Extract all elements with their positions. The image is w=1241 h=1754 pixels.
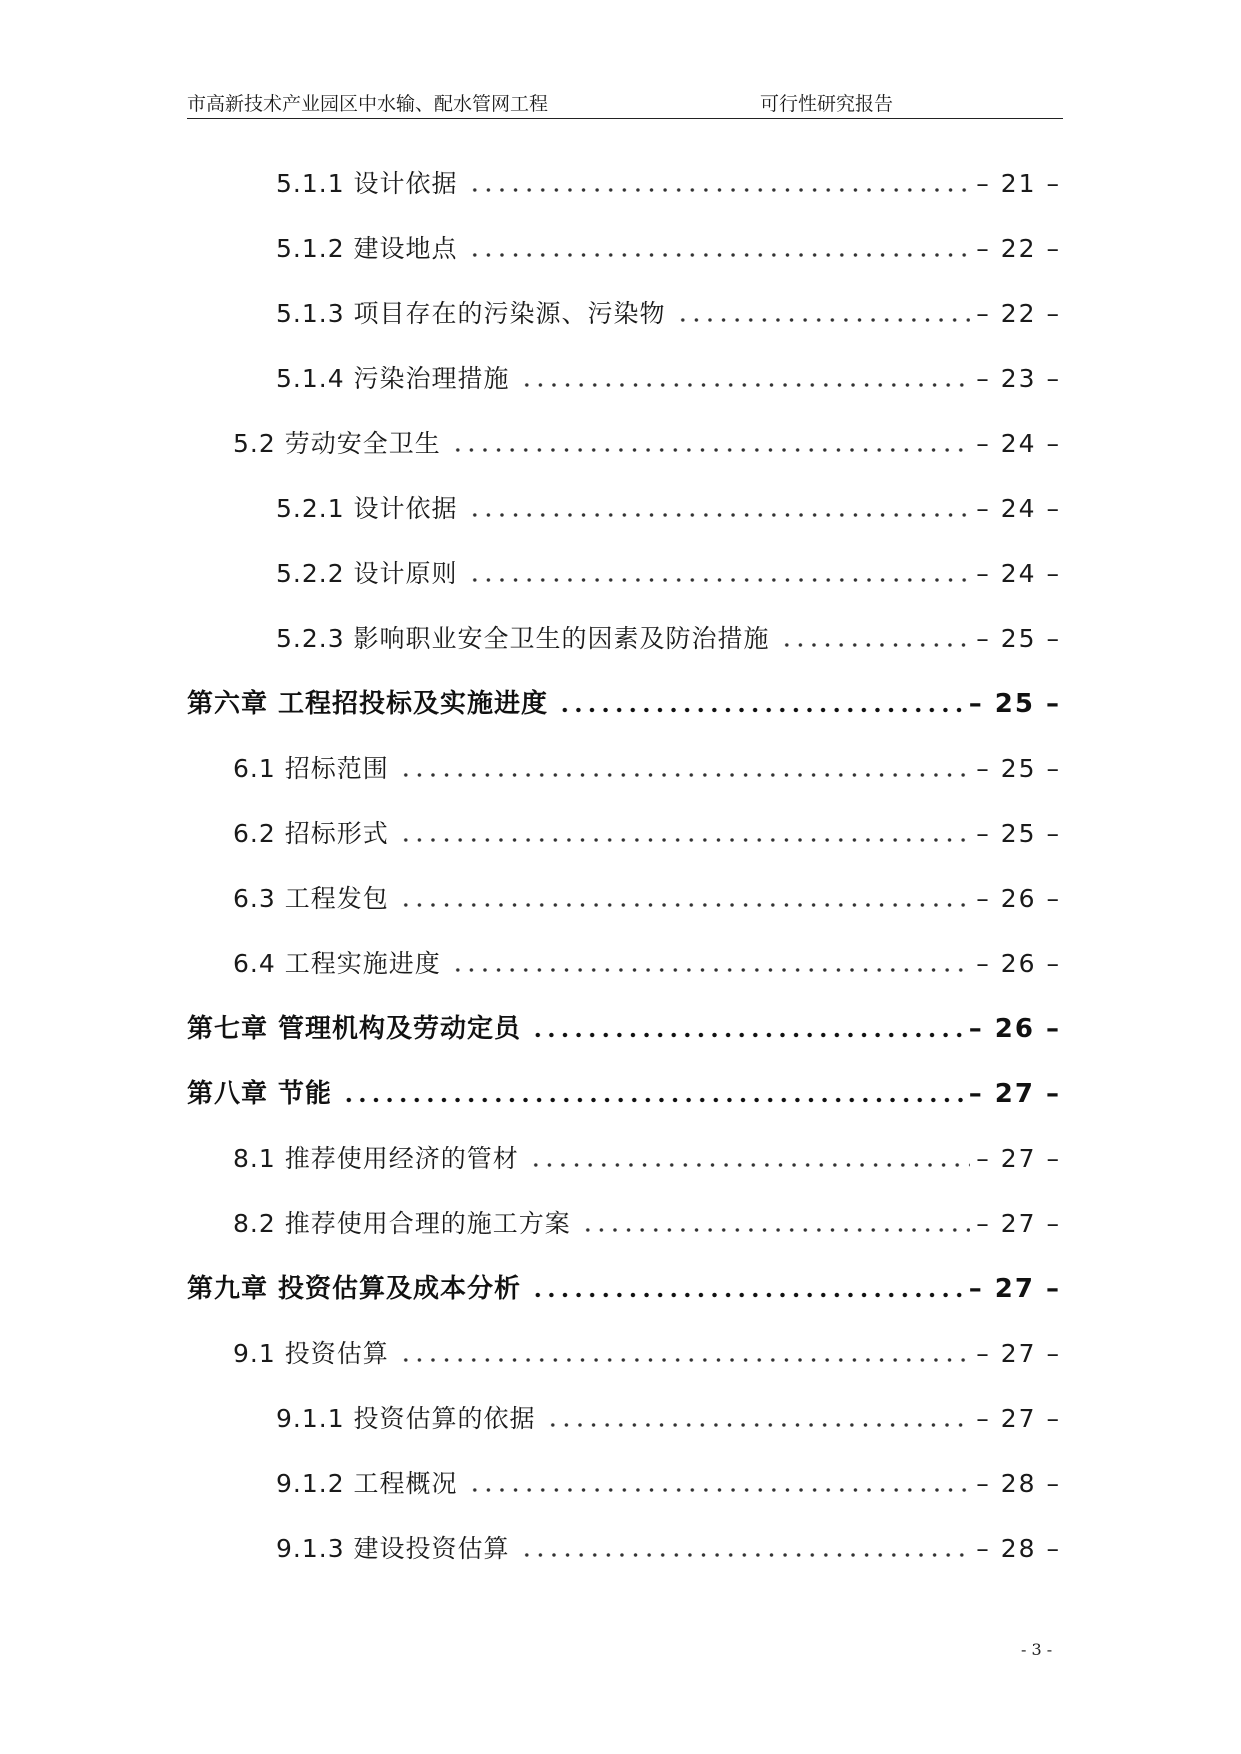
toc-entry[interactable] xyxy=(233,1139,1061,1179)
toc-entry-page: – 26 – xyxy=(976,949,1061,978)
dot-leader xyxy=(468,250,971,260)
toc-entry-page: – 27 – xyxy=(976,1144,1061,1173)
toc-entry-title: 6.2 招标形式 xyxy=(233,819,389,848)
dot-leader xyxy=(558,705,963,715)
dot-leader xyxy=(676,315,971,325)
toc-entry-page: – 25 – xyxy=(976,624,1061,653)
toc-chapter-entry[interactable] xyxy=(187,1074,1061,1114)
dot-leader xyxy=(451,965,971,975)
toc-entry-title: 5.1.2 建设地点 xyxy=(276,234,458,263)
toc-entry-page: – 22 – xyxy=(976,299,1061,328)
toc-entry[interactable] xyxy=(276,359,1061,399)
toc-entry-title: 5.1.4 污染治理措施 xyxy=(276,364,510,393)
toc-entry-title: 第七章 管理机构及劳动定员 xyxy=(187,1014,522,1044)
dot-leader xyxy=(468,1485,971,1495)
dot-leader xyxy=(468,185,971,195)
toc-entry[interactable] xyxy=(276,1464,1061,1504)
toc-entry-page: – 25 – xyxy=(976,754,1061,783)
document-title: 市高新技术产业园区中水输、配水管网工程 xyxy=(187,93,549,115)
dot-leader xyxy=(780,640,971,650)
toc-entry-title: 8.1 推荐使用经济的管材 xyxy=(233,1144,519,1173)
toc-chapter-entry[interactable] xyxy=(187,684,1061,724)
dot-leader xyxy=(520,380,971,390)
dot-leader xyxy=(520,1550,971,1560)
dot-leader xyxy=(399,1355,971,1365)
toc-chapter-entry[interactable] xyxy=(187,1269,1061,1309)
toc-entry-page: – 21 – xyxy=(976,169,1061,198)
dot-leader xyxy=(546,1420,971,1430)
toc-entry[interactable] xyxy=(233,879,1061,919)
toc-entry[interactable] xyxy=(276,489,1061,529)
dot-leader xyxy=(529,1160,971,1170)
document-type: 可行性研究报告 xyxy=(760,93,894,115)
toc-entry-page: – 26 – xyxy=(976,884,1061,913)
toc-entry[interactable] xyxy=(276,229,1061,269)
toc-entry-title: 9.1.2 工程概况 xyxy=(276,1469,458,1498)
toc-entry-title: 6.3 工程发包 xyxy=(233,884,389,913)
page-number: - 3 - xyxy=(1021,1640,1053,1659)
toc-entry-title: 第九章 投资估算及成本分析 xyxy=(187,1274,522,1304)
toc-entry[interactable] xyxy=(276,619,1061,659)
toc-entry-title: 6.1 招标范围 xyxy=(233,754,389,783)
toc-entry-page: – 25 – xyxy=(968,689,1061,719)
toc-entry[interactable] xyxy=(276,164,1061,204)
toc-entry[interactable] xyxy=(233,944,1061,984)
toc-entry-page: – 25 – xyxy=(976,819,1061,848)
dot-leader xyxy=(581,1225,971,1235)
toc-entry-title: 5.1.3 项目存在的污染源、污染物 xyxy=(276,299,666,328)
dot-leader xyxy=(399,770,971,780)
toc-entry-title: 9.1.3 建设投资估算 xyxy=(276,1534,510,1563)
toc-entry-title: 5.1.1 设计依据 xyxy=(276,169,458,198)
dot-leader xyxy=(531,1290,963,1300)
toc-entry-page: – 27 – xyxy=(976,1209,1061,1238)
toc-entry-page: – 24 – xyxy=(976,429,1061,458)
toc-entry[interactable] xyxy=(233,424,1061,464)
toc-entry-page: – 24 – xyxy=(976,494,1061,523)
toc-entry-title: 6.4 工程实施进度 xyxy=(233,949,441,978)
toc-entry-title: 5.2.3 影响职业安全卫生的因素及防治措施 xyxy=(276,624,770,653)
toc-entry-page: – 27 – xyxy=(968,1274,1061,1304)
toc-chapter-entry[interactable] xyxy=(187,1009,1061,1049)
toc-entry-page: – 28 – xyxy=(976,1534,1061,1563)
toc-entry[interactable] xyxy=(276,1529,1061,1569)
toc-entry-page: – 24 – xyxy=(976,559,1061,588)
toc-entry-title: 9.1.1 投资估算的依据 xyxy=(276,1404,536,1433)
toc-entry-page: – 23 – xyxy=(976,364,1061,393)
toc-entry[interactable] xyxy=(233,749,1061,789)
dot-leader xyxy=(451,445,971,455)
toc-entry[interactable] xyxy=(276,554,1061,594)
toc-entry-title: 第六章 工程招投标及实施进度 xyxy=(187,689,549,719)
toc-entry-title: 8.2 推荐使用合理的施工方案 xyxy=(233,1209,571,1238)
toc-entry-title: 第八章 节能 xyxy=(187,1079,333,1109)
toc-entry-page: – 26 – xyxy=(968,1014,1061,1044)
toc-entry-page: – 27 – xyxy=(968,1079,1061,1109)
toc-entry[interactable] xyxy=(233,814,1061,854)
toc-entry-title: 5.2.2 设计原则 xyxy=(276,559,458,588)
toc-entry-page: – 27 – xyxy=(976,1339,1061,1368)
toc-entry-title: 9.1 投资估算 xyxy=(233,1339,389,1368)
toc-entry[interactable] xyxy=(233,1204,1061,1244)
dot-leader xyxy=(468,510,971,520)
dot-leader xyxy=(399,900,971,910)
toc-entry-title: 5.2 劳动安全卫生 xyxy=(233,429,441,458)
toc-entry-page: – 28 – xyxy=(976,1469,1061,1498)
toc-entry-title: 5.2.1 设计依据 xyxy=(276,494,458,523)
toc-entry[interactable] xyxy=(233,1334,1061,1374)
toc-entry-page: – 22 – xyxy=(976,234,1061,263)
toc-entry[interactable] xyxy=(276,294,1061,334)
dot-leader xyxy=(342,1095,963,1105)
toc-entry[interactable] xyxy=(276,1399,1061,1439)
dot-leader xyxy=(531,1030,963,1040)
toc-entry-page: – 27 – xyxy=(976,1404,1061,1433)
dot-leader xyxy=(468,575,971,585)
dot-leader xyxy=(399,835,971,845)
